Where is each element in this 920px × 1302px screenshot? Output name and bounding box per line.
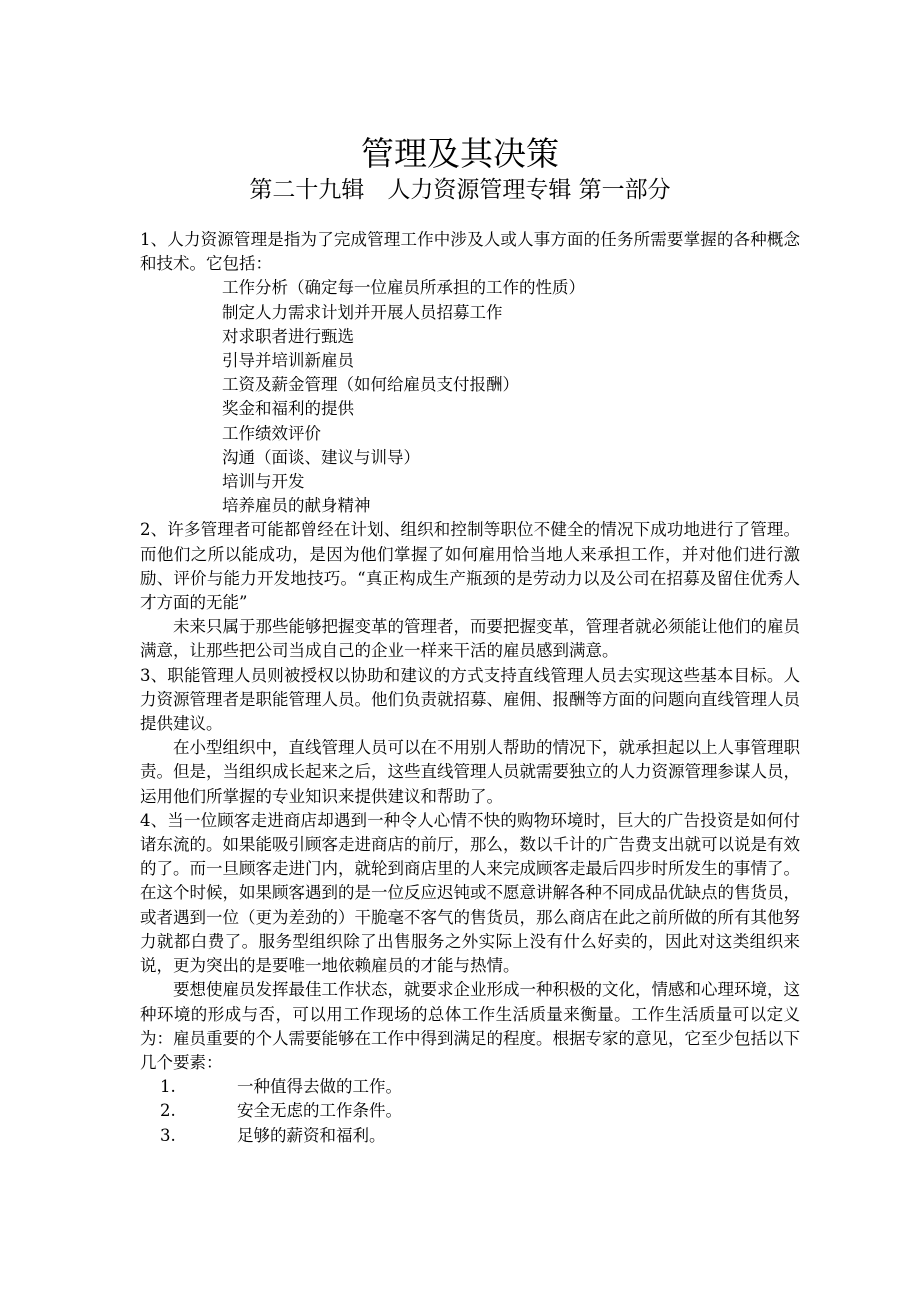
item-number: 1. — [160, 1077, 176, 1097]
item-number: 2. — [160, 1101, 176, 1121]
paragraph-1: 1、人力资源管理是指为了完成管理工作中涉及人或人事方面的任务所需要掌握的各种概念和技术。它包括： — [140, 230, 800, 274]
list-item: 奖金和福利的提供 — [222, 399, 354, 419]
list-item: 培养雇员的献身精神 — [222, 496, 371, 516]
paragraph-3: 3、职能管理人员则被授权以协助和建议的方式支持直线管理人员去实现这些基本目标。人力资源管理者是职能管理人员。他们负责就招募、雇佣、报酬等方面的问题向直线管理人员提供建议。 — [140, 665, 800, 734]
list-item: 工作绩效评价 — [222, 423, 321, 443]
item-text: 足够的薪资和福利。 — [237, 1125, 386, 1145]
list-item: 沟通（面谈、建议与训导） — [222, 447, 420, 467]
list-item: 工资及薪金管理（如何给雇员支付报酬） — [222, 375, 519, 395]
document-body — [140, 228, 800, 1148]
paragraph-2b: 未来只属于那些能够把握变革的管理者，而要把握变革，管理者就必须能让他们的雇员满意，让那些把公司当成自己的企业一样来干活的雇员感到满意。 — [140, 617, 800, 661]
numbered-item — [140, 1099, 800, 1123]
list-item: 制定人力需求计划并开展人员招募工作 — [222, 302, 503, 322]
paragraph-4b: 要想使雇员发挥最佳工作状态，就要求企业形成一种积极的文化，情感和心理环境，这种环境的形成与否，可以用工作现场的总体工作生活质量来衡量。工作生活质量可以定义为：雇员重要的个人需要能够在工作中得到满足的程度。根据专家的意见，它至少包括以下几个要素： — [140, 980, 800, 1072]
paragraph-3b: 在小型组织中，直线管理人员可以在不用别人帮助的情况下，就承担起以上人事管理职责。但是，当组织成长起来之后，这些直线管理人员就需要独立的人力资源管理参谋人员，运用他们所掌握的专业知识来提供建议和帮助了。 — [140, 738, 800, 806]
hr-task-list — [140, 276, 800, 518]
numbered-item — [140, 1124, 800, 1148]
list-item: 工作分析（确定每一位雇员所承担的工作的性质） — [222, 278, 585, 298]
item-text: 安全无虑的工作条件。 — [237, 1101, 402, 1121]
document-title: 管理及其决策 — [361, 134, 559, 173]
item-number: 3. — [160, 1125, 176, 1145]
list-item: 培训与开发 — [222, 472, 305, 492]
numbered-item — [140, 1075, 800, 1099]
list-item: 对求职者进行甄选 — [222, 326, 354, 346]
numbered-list — [140, 1075, 800, 1148]
document-subtitle: 第二十九辑 人力资源管理专辑 第一部分 — [249, 177, 671, 203]
paragraph-2: 2、许多管理者可能都曾经在计划、组织和控制等职位不健全的情况下成功地进行了管理。而他们之所以能成功，是因为他们掌握了如何雇用恰当地人来承担工作，并对他们进行激励、评价与能力开发地技巧。“真正构成生产瓶颈的是劳动力以及公司在招募及留住优秀人才方面的无能” — [140, 520, 800, 613]
item-text: 一种值得去做的工作。 — [237, 1077, 402, 1097]
list-item: 引导并培训新雇员 — [222, 351, 354, 371]
paragraph-4: 4、当一位顾客走进商店却遇到一种令人心情不快的购物环境时，巨大的广告投资是如何付诸东流的。如果能吸引顾客走进商店的前厅，那么，数以千计的广告费支出就可以说是有效的了。而一旦顾客走进门内，就轮到商店里的人来完成顾客走最后四步时所发生的事情了。在这个时候，如果顾客遇到的是一位反应迟钝或不愿意讲解各种不同成品优缺点的售货员，或者遇到一位（更为差劲的）干脆毫不客气的售货员，那么商店在此之前所做的所有其他努力就都白费了。服务型组织除了出售服务之外实际上没有什么好卖的，因此对这类组织来说，更为突出的是要唯一地依赖雇员的才能与热情。 — [140, 810, 800, 976]
